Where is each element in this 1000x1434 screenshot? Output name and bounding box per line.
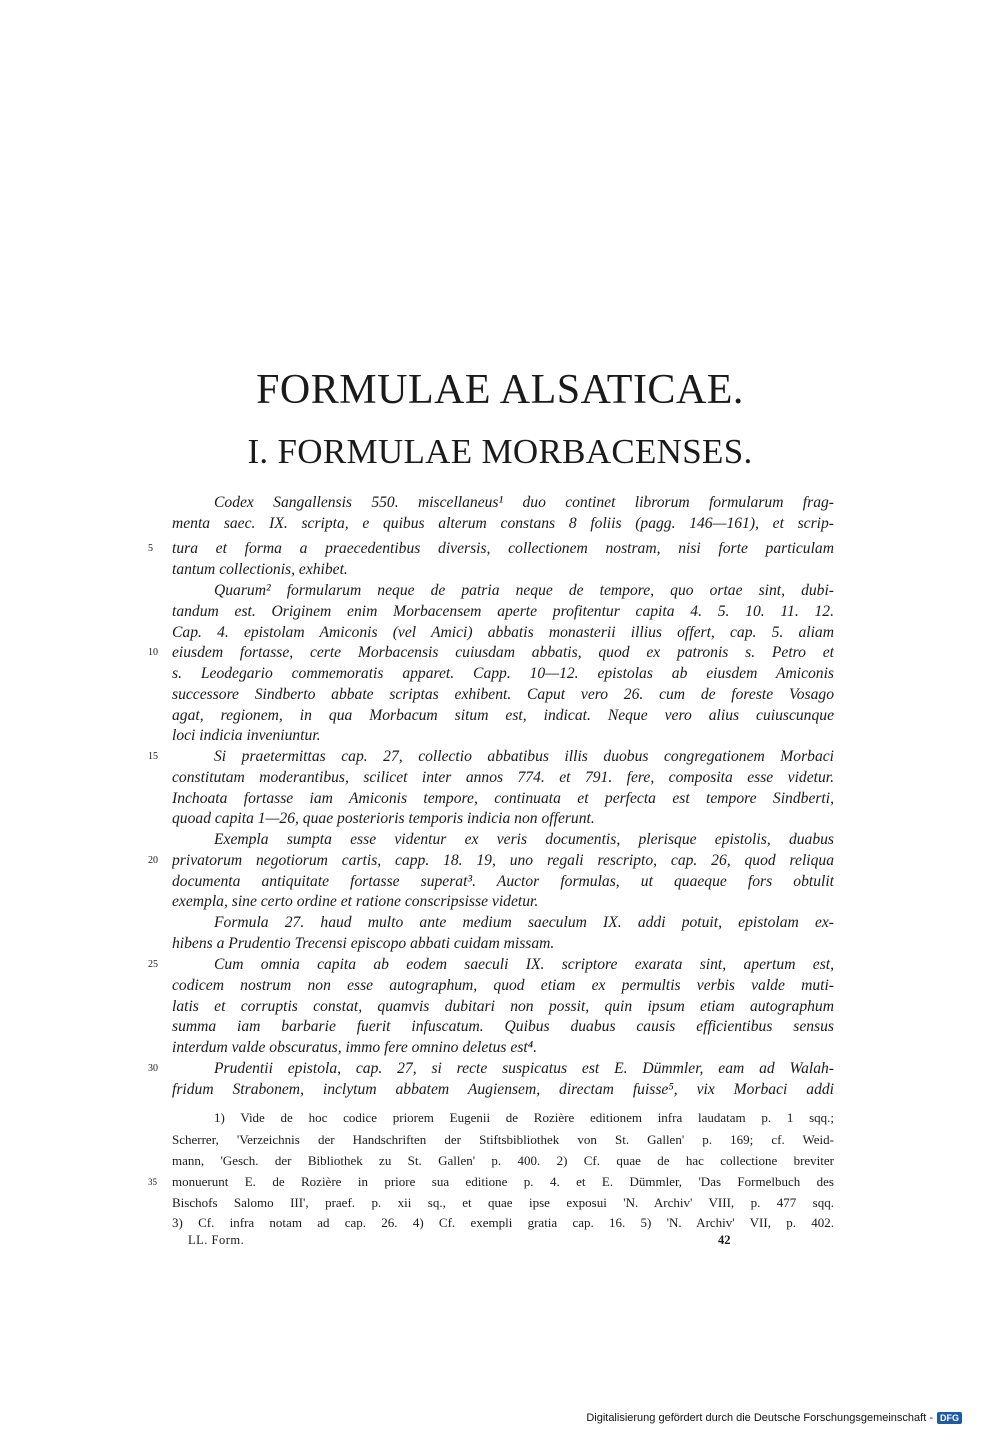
body-line: Cum omnia capita ab eodem saeculi IX. scriptore exarata sint, apertum est, (214, 956, 834, 973)
section-title: I. FORMULAE MORBACENSES. (247, 432, 753, 471)
page-number: 42 (718, 1233, 731, 1247)
body-line: agat, regionem, in qua Morbacum situm est, indicat. Neque vero alius cuiuscunque (172, 707, 834, 724)
body-line: menta saec. IX. scripta, e quibus alterum constans 8 foliis (pagg. 146—161), et scrip- (172, 515, 834, 532)
line-number: 30 (148, 1063, 158, 1074)
footnote-line: 1) Vide de hoc codice priorem Eugenii de Rozière editionem infra laudatam p. 1 sqq.; (214, 1110, 834, 1125)
body-line: Prudentii epistola, cap. 27, si recte suspicatus est E. Dümmler, eam ad Walah- (214, 1060, 834, 1077)
body-line: constitutam moderantibus, scilicet inter annos 774. et 791. fere, composita esse videtur. (172, 769, 834, 786)
line-number: 5 (148, 543, 153, 554)
body-line: privatorum negotiorum cartis, capp. 18. 19, uno regali rescripto, cap. 26, quod reliqua (172, 852, 834, 869)
body-line: Si praetermittas cap. 27, collectio abbatibus illis duobus congregationem Morbaci (214, 748, 834, 765)
page-title: FORMULAE ALSATICAE. (256, 367, 744, 413)
body-line: Codex Sangallensis 550. miscellaneus¹ duo continet librorum formularum frag- (214, 494, 834, 511)
body-line: latis et corruptis constat, quamvis dubitari non possit, quin ipsum etiam autographum (172, 998, 834, 1015)
body-line: successore Sindberto abbate scriptas exhibent. Caput vero 26. cum de foreste Vosago (172, 686, 834, 703)
body-line: exempla, sine certo ordine et ratione conscripsisse videtur. (172, 893, 539, 910)
signature-mark: LL. Form. (188, 1233, 245, 1247)
credit-text: Digitalisierung gefördert durch die Deutsche Forschungsgemeinschaft - (586, 1412, 933, 1424)
line-number: 35 (148, 1177, 157, 1187)
body-line: s. Leodegario commemoratis apparet. Capp. 10—12. epistolas ab eiusdem Amiconis (172, 665, 834, 682)
body-line: tandum est. Originem enim Morbacensem aperte profitentur capita 4. 5. 10. 11. 12. (172, 603, 834, 620)
body-line: Formula 27. haud multo ante medium saeculum IX. addi potuit, epistolam ex- (214, 914, 834, 931)
footnote-line: Scherrer, 'Verzeichnis der Handschriften der Stiftsbibliothek von St. Gallen' p. 169; cf. Weid- (172, 1132, 834, 1147)
digitization-credit (586, 1412, 962, 1424)
footnote-line: mann, 'Gesch. der Bibliothek zu St. Gallen' p. 400. 2) Cf. quae de hac collectione breviter (172, 1153, 834, 1168)
body-line: summa iam barbarie fuerit infuscatum. Quibus duabus causis efficientibus sensus (172, 1018, 834, 1035)
body-line: Exempla sumpta esse videntur ex veris documentis, plerisque epistolis, duabus (214, 831, 834, 848)
body-line: Quarum² formularum neque de patria neque de tempore, quo ortae sint, dubi- (214, 582, 834, 599)
footnote-line: Bischofs Salomo III', praef. p. xii sq., et quae ipse exposui 'N. Archiv' VIII, p. 477 sqq. (172, 1195, 834, 1210)
body-line: fridum Strabonem, inclytum abbatem Augiensem, directam fuisse⁵, vix Morbaci addi (172, 1081, 834, 1098)
body-line: codicem nostrum non esse autographum, quod etiam ex permultis verbis valde muti- (172, 977, 834, 994)
body-line: loci indicia inveniuntur. (172, 727, 321, 744)
line-number: 15 (148, 751, 158, 762)
body-line: documenta antiquitate fortasse superat³. Auctor formulas, ut quaeque fors obtulit (172, 873, 834, 890)
body-line: eiusdem fortasse, certe Morbacensis cuiusdam abbatis, quod ex patronis s. Petro et (172, 644, 834, 661)
line-number: 20 (148, 855, 158, 866)
line-number: 25 (148, 959, 158, 970)
footnote-line: monuerunt E. de Rozière in priore sua editione p. 4. et E. Dümmler, 'Das Formelbuch des (172, 1174, 834, 1189)
body-line: Inchoata fortasse iam Amiconis tempore, continuata et perfecta est tempore Sindberti, (172, 790, 834, 807)
body-line: hibens a Prudentio Trecensi episcopo abbati cuidam missam. (172, 935, 555, 952)
body-line: tura et forma a praecedentibus diversis, collectionem nostram, nisi forte particulam (172, 540, 834, 557)
body-line: interdum valde obscuratus, immo fere omnino deletus est⁴. (172, 1039, 538, 1056)
dfg-logo: DFG (937, 1412, 962, 1424)
body-line: Cap. 4. epistolam Amiconis (vel Amici) abbatis monasterii illius offert, cap. 5. aliam (172, 624, 834, 641)
body-line: tantum collectionis, exhibet. (172, 561, 348, 578)
footnote-line: 3) Cf. infra notam ad cap. 26. 4) Cf. exempli gratia cap. 16. 5) 'N. Archiv' VII, p. 402. (172, 1215, 834, 1230)
body-line: quoad capita 1—26, quae posterioris temporis indicia non offerunt. (172, 810, 595, 827)
line-number: 10 (148, 647, 158, 658)
